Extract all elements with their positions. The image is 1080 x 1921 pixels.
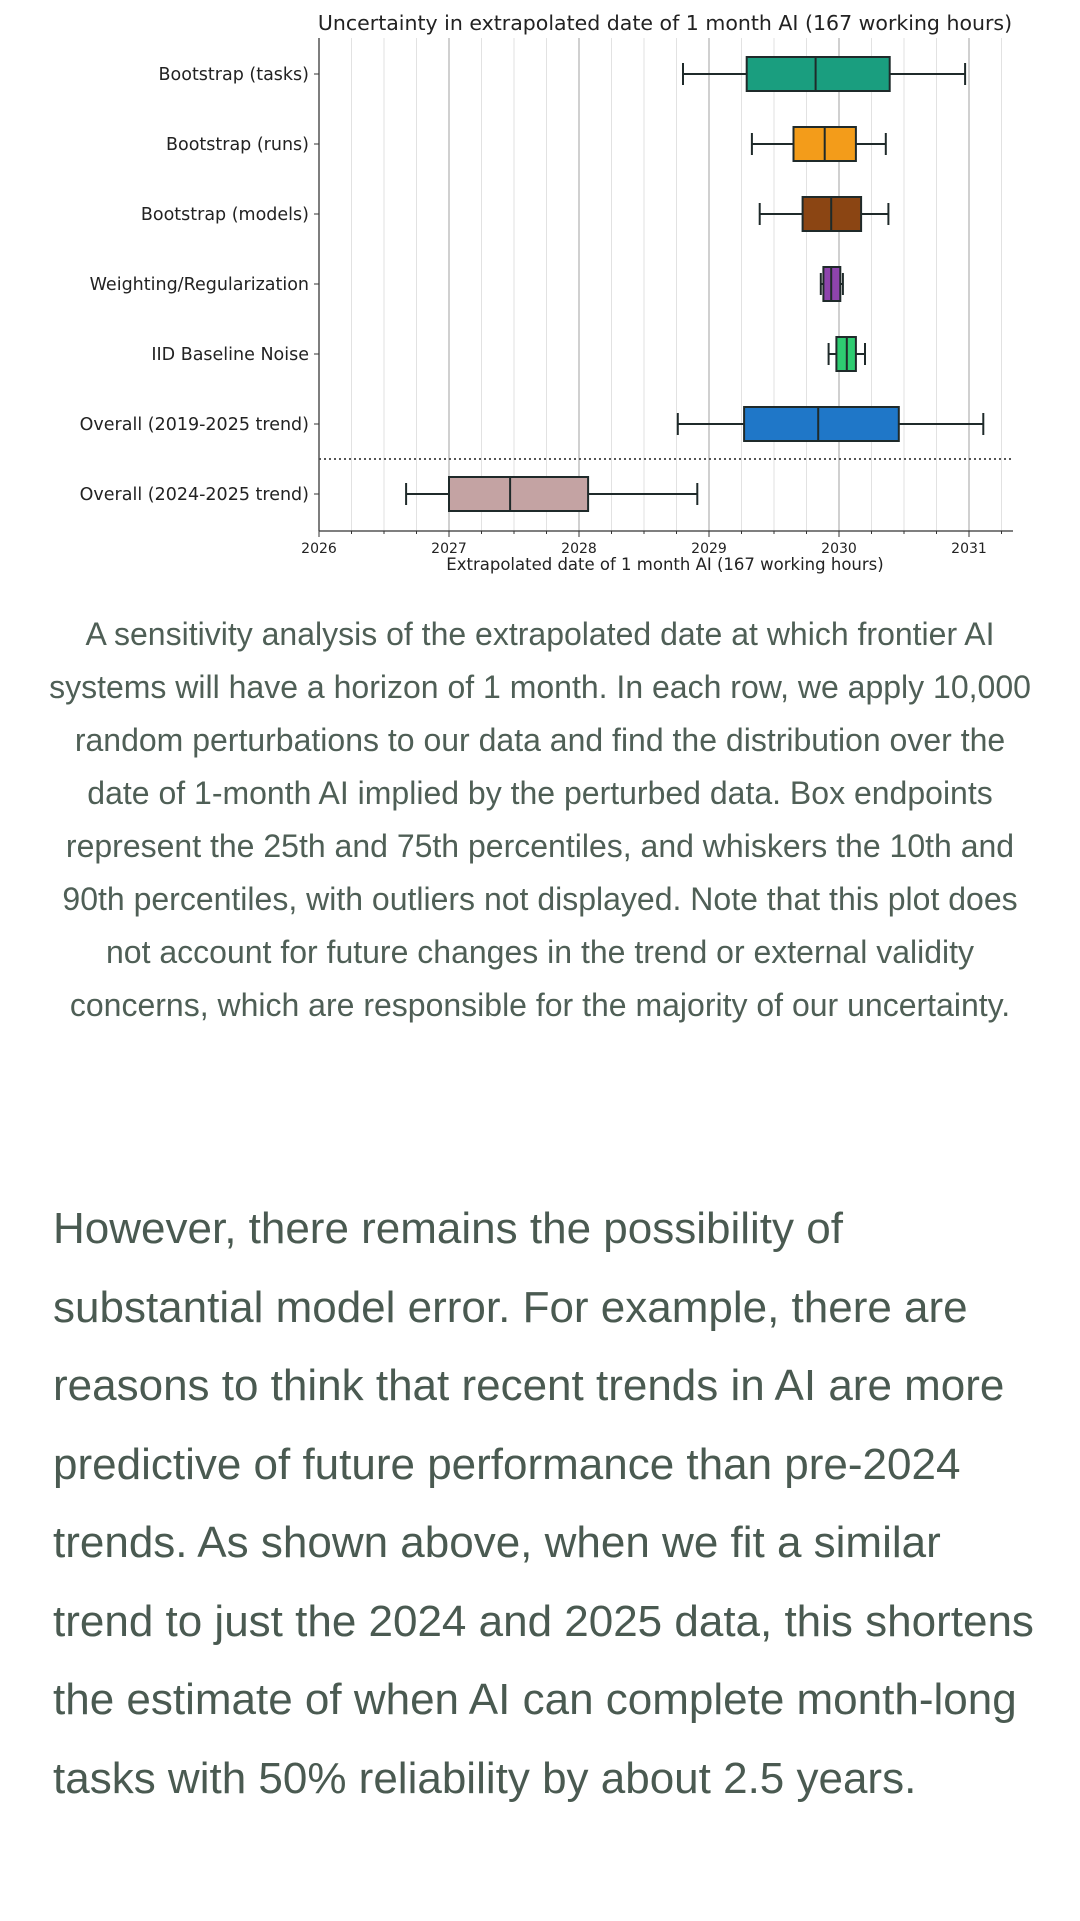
box-group xyxy=(406,477,697,511)
body-paragraph: However, there remains the possibility of substantial model error. For example, there are reasons to think that recent trends in AI are more predictive of future performance than pre-2024 trends. As shown above, when we fit a similar trend to just the 2024 and 2025 data, this shortens the estimate of when AI can complete month-long tasks with 50% reliability by about 2.5 years. xyxy=(53,1204,1034,1803)
chart-title: Uncertainty in extrapolated date of 1 month AI (167 working hours) xyxy=(317,11,1013,35)
axes xyxy=(314,38,1013,537)
boxes xyxy=(406,57,983,511)
category-label: Weighting/Regularization xyxy=(89,275,309,295)
x-axis-label: Extrapolated date of 1 month AI (167 working hours) xyxy=(446,555,884,574)
box-group xyxy=(760,197,889,231)
category-label: Bootstrap (runs) xyxy=(166,135,309,155)
category-label: IID Baseline Noise xyxy=(151,345,309,365)
category-labels xyxy=(80,65,309,505)
x-tick-label: 2029 xyxy=(691,541,727,557)
category-label: Overall (2024-2025 trend) xyxy=(79,485,309,505)
x-tick-label: 2031 xyxy=(951,541,987,557)
iqr-box xyxy=(747,57,890,91)
box-group xyxy=(821,267,843,301)
box-group xyxy=(829,337,865,371)
box-plot-chart xyxy=(0,0,1080,590)
box-group xyxy=(683,57,965,91)
category-label: Overall (2019-2025 trend) xyxy=(79,415,309,435)
figure-caption: A sensitivity analysis of the extrapolated date at which frontier AI systems will have a horizon of 1 month. In each row, we apply 10,000 random perturbations to our data and find the distribution over the date of 1-month AI implied by the perturbed data. Box endpoints represent the 25th and 75th percentiles, and whiskers the 10th and 90th percentiles, with outliers not displayed. Note that this plot does not account for future changes in the trend or external validity concerns, which are responsible for the majority of our uncertainty. xyxy=(49,616,1031,1023)
iqr-box xyxy=(744,407,899,441)
category-label: Bootstrap (models) xyxy=(140,205,309,225)
box-group xyxy=(678,407,984,441)
x-tick-label: 2026 xyxy=(301,541,337,557)
iqr-box xyxy=(449,477,588,511)
x-tick-label: 2028 xyxy=(561,541,597,557)
box-plot-svg xyxy=(0,0,1080,590)
box-group xyxy=(752,127,886,161)
x-tick-label: 2027 xyxy=(431,541,467,557)
x-tick-label: 2030 xyxy=(821,541,857,557)
category-label: Bootstrap (tasks) xyxy=(158,65,309,85)
grid-lines xyxy=(319,38,1002,531)
